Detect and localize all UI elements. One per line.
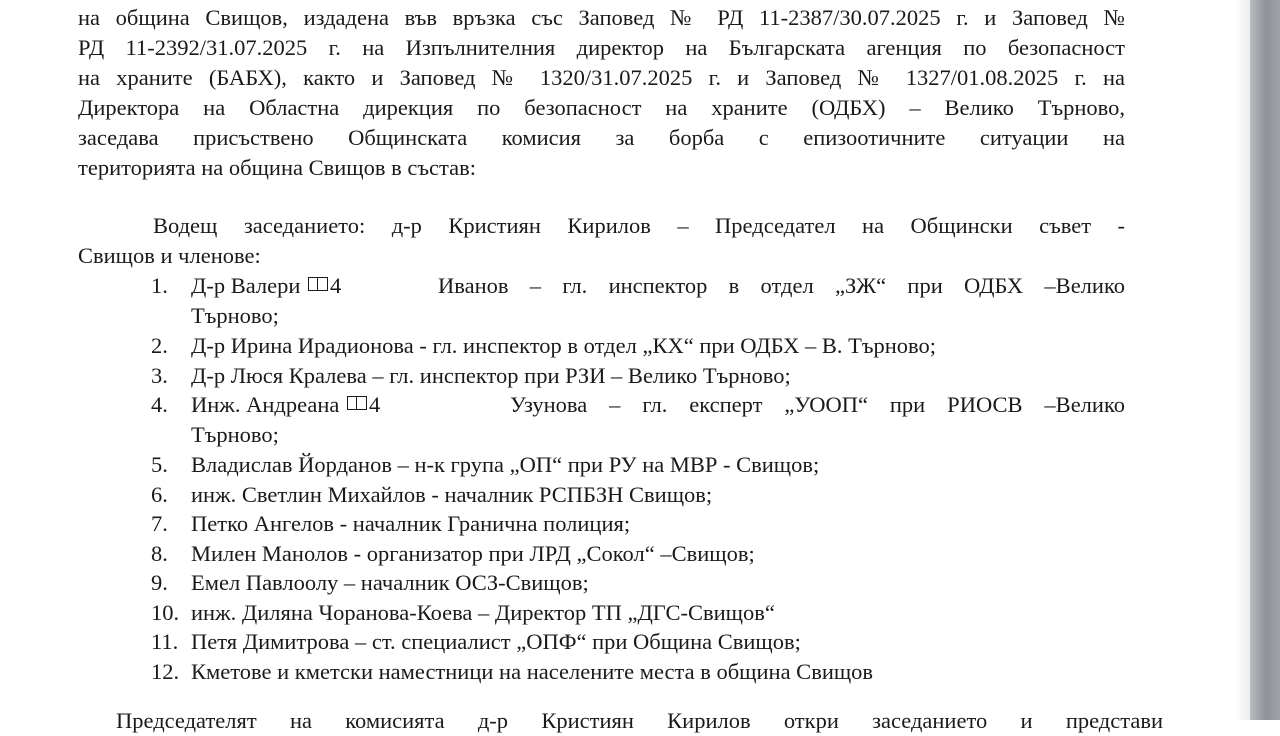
intro-line-4: Директора на Областна дирекция по безопасност на храните (ОДБХ) – Велико Търново, (78, 95, 1125, 120)
list-item-number: 7. (151, 511, 168, 536)
list-item-text: инж. Светлин Михайлов - началник РСПБЗН Свищов; (191, 482, 713, 507)
list-item-number: 3. (151, 363, 168, 388)
chair-line-2: Свищов и членове: (78, 243, 261, 268)
list-item-number: 12. (151, 659, 180, 684)
list-item-number: 5. (151, 452, 168, 477)
intro-line-5: заседава присъствено Общинската комисия за борба с епизоотичните ситуации на (78, 125, 1125, 150)
list-item-continuation: Търново; (191, 422, 279, 447)
list-item-number: 6. (151, 482, 168, 507)
list-item-number: 9. (151, 570, 168, 595)
list-item-text: Иванов – гл. инспектор в отдел „ЗЖ“ при ОДБХ –Велико (438, 273, 1125, 298)
list-item-text: Кметове и кметски наместници на населените места в община Свищов (191, 659, 874, 684)
intro-line-6: територията на община Свищов в състав: (78, 155, 476, 180)
intro-line-3: на храните (БАБХ), както и Заповед № 1320/31.07.2025 г. и Заповед № 1327/01.08.2025 г. на (78, 65, 1125, 90)
intro-line-1: на община Свищов, издадена във връзка със Заповед № РД 11-2387/30.07.2025 г. и Заповед № (78, 5, 1125, 30)
redaction-box-icon (347, 396, 367, 410)
scanner-edge (1250, 0, 1280, 720)
list-item-text: Петя Димитрова – ст. специалист „ОПФ“ при Община Свищов; (191, 629, 801, 654)
list-item-text: Петко Ангелов - началник Гранична полиция; (191, 511, 631, 536)
redaction-mark: 4 (368, 392, 381, 417)
list-item-text: Милен Манолов - организатор при ЛРД „Сокол“ –Свищов; (191, 541, 755, 566)
list-item-number: 4. (151, 392, 168, 417)
list-item-text: Владислав Йорданов – н-к група „ОП“ при РУ на МВР - Свищов; (191, 452, 820, 477)
redaction-box-icon (308, 277, 328, 291)
list-item-text: инж. Диляна Чоранова-Коева – Директор ТП „ДГС-Свищов“ (191, 600, 775, 625)
member-name-first: Инж. Андреана (191, 392, 340, 417)
scanner-edge-highlight (1235, 0, 1250, 720)
member-name-first: Д-р Валери (191, 273, 301, 298)
list-item-number: 1. (151, 273, 168, 298)
list-item-number: 2. (151, 333, 168, 358)
list-item-text: Узунова – гл. експерт „УООП“ при РИОСВ –Велико (510, 392, 1125, 417)
list-item-number: 11. (151, 629, 179, 654)
list-item-text: Емел Павлоолу – началник ОСЗ-Свищов; (191, 570, 589, 595)
list-item-number: 8. (151, 541, 168, 566)
intro-line-2: РД 11-2392/31.07.2025 г. на Изпълнителния директор на Българската агенция по безопасност (78, 35, 1125, 60)
list-item-text: Д-р Люся Кралева – гл. инспектор при РЗИ – Велико Търново; (191, 363, 791, 388)
redaction-mark: 4 (330, 273, 342, 298)
chair-line-1: Водещ заседанието: д-р Кристиян Кирилов – Председател на Общински съвет - (153, 213, 1125, 238)
list-item-continuation: Търново; (191, 303, 279, 328)
list-item-number: 10. (151, 600, 180, 625)
list-item-text: Д-р Ирина Ирадионова - гл. инспектор в отдел „КХ“ при ОДБХ – В. Търново; (191, 333, 937, 358)
next-paragraph-clipped: Председателят на комисията д-р Кристиян Кирилов откри заседанието и представи (116, 708, 1163, 733)
